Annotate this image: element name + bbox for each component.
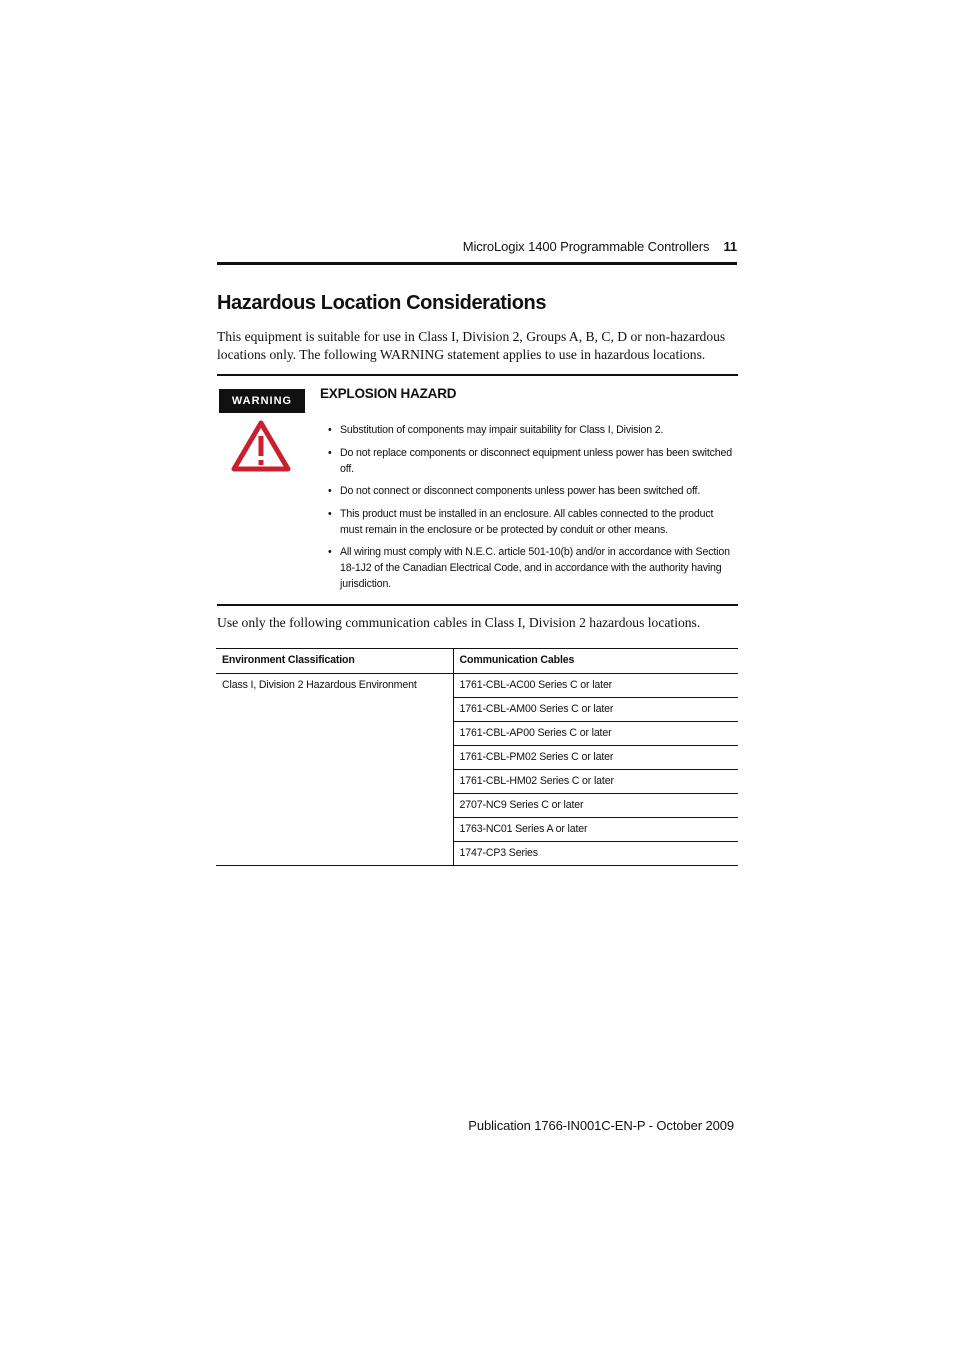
hazard-title: EXPLOSION HAZARD [320,386,457,401]
hazard-item-text: Do not connect or disconnect components unless power has been switched off. [340,485,701,497]
warning-triangle-icon [231,420,291,472]
hazard-item [320,506,736,538]
cable-cell: 1761-CBL-HM02 Series C or later [453,770,738,794]
warning-label: WARNING [219,389,305,413]
publication-footer: Publication 1766-IN001C-EN-P - October 2009 [468,1118,734,1133]
cable-cell: 1761-CBL-AM00 Series C or later [453,698,738,722]
hazard-item [320,544,736,592]
cable-cell: 1761-CBL-AP00 Series C or later [453,722,738,746]
cable-cell: 1761-CBL-AC00 Series C or later [453,674,738,698]
column-header-cables: Communication Cables [453,649,738,674]
environment-cell: Class I, Division 2 Hazardous Environment [216,674,453,866]
hazard-item-text: All wiring must comply with N.E.C. article 501-10(b) and/or in accordance with Section 18-1J2 of the Canadian Electrical Code, and in accordance with the authority having jurisdiction. [340,546,730,590]
table-row [216,674,738,698]
hazard-list [320,422,736,599]
hazard-item [320,422,736,438]
cable-cell: 2707-NC9 Series C or later [453,794,738,818]
hazard-item [320,445,736,477]
cable-cell: 1763-NC01 Series A or later [453,818,738,842]
table-header-row [216,649,738,674]
bullet: • [328,507,332,520]
section-intro: This equipment is suitable for use in Class I, Division 2, Groups A, B, C, D or non-hazardous locations only. The following WARNING statement applies to use in hazardous locations. [217,329,726,362]
hazard-item-text: Do not replace components or disconnect equipment unless power has been switched off. [340,446,732,475]
bullet: • [328,546,332,558]
column-header-environment: Environment Classification [216,649,453,674]
hazard-item-text: Substitution of components may impair suitability for Class I, Division 2. [340,424,664,436]
header-rule [217,262,737,265]
section-title: Hazardous Location Considerations [217,292,547,314]
cables-intro: Use only the following communication cables in Class I, Division 2 hazardous locations. [217,615,701,630]
bullet: • [328,446,332,459]
bullet: • [328,485,332,497]
warning-box [217,374,738,606]
cable-cell: 1747-CP3 Series [453,842,738,866]
cable-cell: 1761-CBL-PM02 Series C or later [453,746,738,770]
header-title: MicroLogix 1400 Programmable Controllers [462,238,710,254]
bullet: • [328,424,332,436]
hazard-item [320,483,736,499]
page-number: 11 [723,238,737,254]
hazard-item-text: This product must be installed in an enclosure. All cables connected to the product must remain in the enclosure or be protected by conduit or other means. [340,507,714,536]
running-header [217,236,737,256]
cable-table [216,648,738,866]
